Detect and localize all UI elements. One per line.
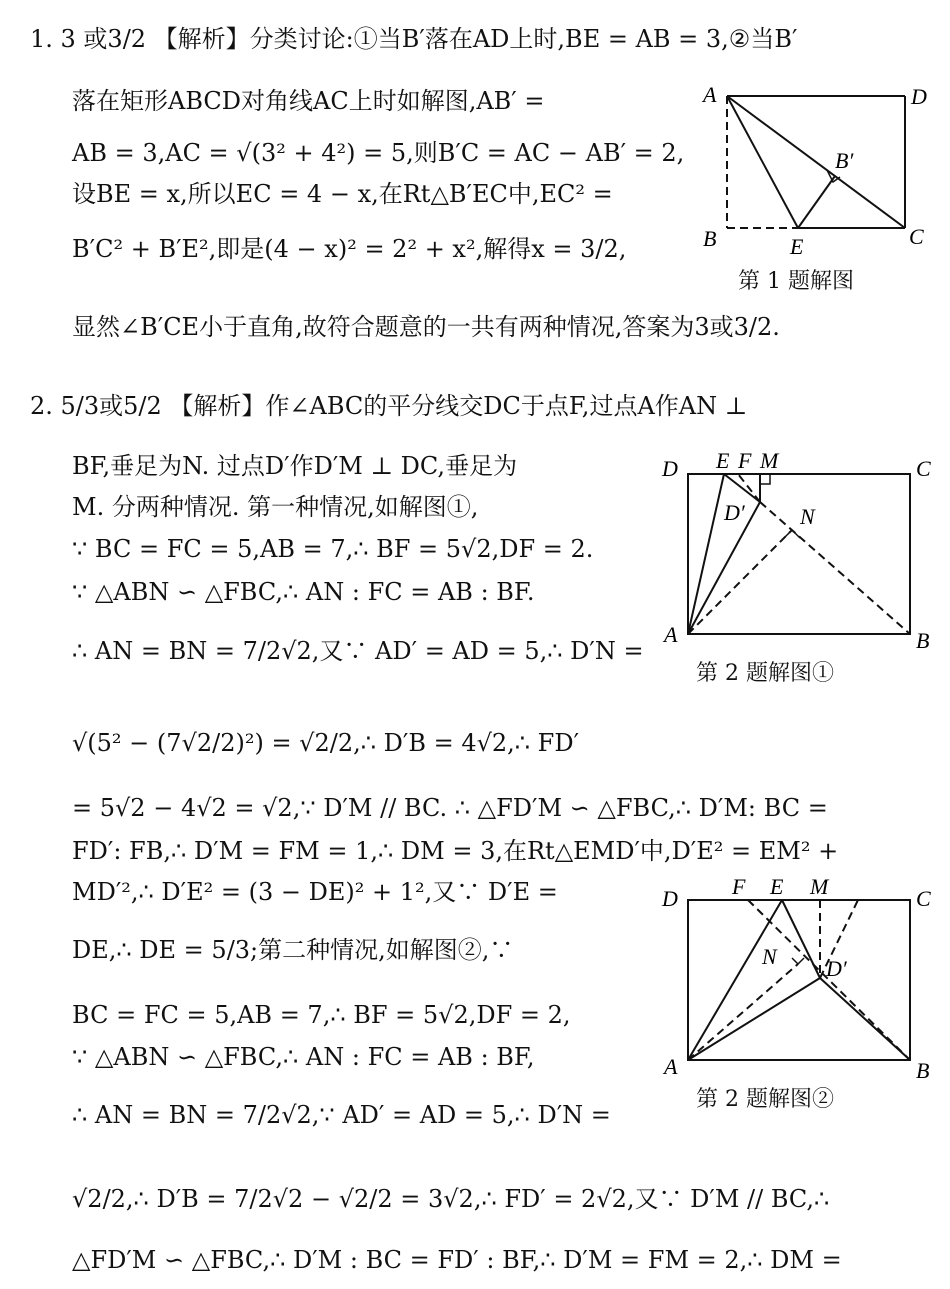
- figure-2-2: [660, 868, 945, 1083]
- line-17: DE,∴ DE = 5/3;第二种情况,如解图②,∵: [72, 936, 514, 964]
- line-10: ∵ BC = FC = 5,AB = 7,∴ BF = 5√2,DF = 2.: [72, 535, 594, 563]
- fig2-label-c: C: [916, 456, 931, 481]
- fig1-label-c: C: [909, 224, 924, 249]
- fig2-label-dprime: D′: [724, 500, 745, 525]
- figure-1: [695, 80, 940, 295]
- line-14: = 5√2 − 4√2 = √2,∵ D′M // BC. ∴ △FD′M ∽ △FBC,∴ D′M: BC =: [72, 794, 828, 822]
- fig3-caption: 第 2 题解图②: [696, 1087, 834, 1112]
- line-13: √(5² − (7√2/2)²) = √2/2,∴ D′B = 4√2,∴ FD′: [72, 729, 580, 757]
- line-4: 设BE = x,所以EC = 4 − x,在Rt△B′EC中,EC² =: [72, 180, 613, 208]
- line-3: AB = 3,AC = √(3² + 4²) = 5,则B′C = AC − AB′ = 2,: [72, 139, 685, 167]
- line-8: BF,垂足为N. 过点D′作D′M ⊥ DC,垂足为: [72, 452, 518, 480]
- fig1-label-e: E: [790, 234, 804, 259]
- fig2-label-m: M: [760, 448, 779, 473]
- line-11: ∵ △ABN ∽ △FBC,∴ AN : FC = AB : BF.: [72, 578, 535, 606]
- line-9: M. 分两种情况. 第一种情况,如解图①,: [72, 493, 479, 521]
- line-15: FD′: FB,∴ D′M = FM = 1,∴ DM = 3,在Rt△EMD′中,D′E² = EM² +: [72, 837, 839, 865]
- fig1-label-bprime: B′: [835, 148, 854, 173]
- fig3-label-dprime: D′: [826, 956, 847, 981]
- fig2-caption: 第 2 题解图①: [696, 661, 834, 686]
- line-19: ∵ △ABN ∽ △FBC,∴ AN : FC = AB : BF,: [72, 1043, 535, 1071]
- line-2: 落在矩形ABCD对角线AC上时如解图,AB′ =: [72, 87, 545, 115]
- fig2-label-a: A: [664, 622, 678, 647]
- figure-2-1: [660, 442, 945, 654]
- line-1: 1. 3 或3/2 【解析】分类讨论:①当B′落在AD上时,BE = AB = 3,②当B′: [30, 25, 798, 53]
- fig3-label-a: A: [664, 1054, 678, 1079]
- line-12: ∴ AN = BN = 7/2√2,又∵ AD′ = AD = 5,∴ D′N =: [72, 637, 644, 665]
- fig2-label-f: F: [738, 448, 752, 473]
- fig2-label-n: N: [800, 504, 815, 529]
- fig1-label-a: A: [703, 82, 717, 107]
- line-6: 显然∠B′CE小于直角,故符合题意的一共有两种情况,答案为3或3/2.: [72, 313, 780, 341]
- fig3-label-b: B: [916, 1058, 930, 1083]
- fig2-label-d: D: [662, 456, 678, 481]
- line-16: MD′²,∴ D′E² = (3 − DE)² + 1²,又∵ D′E =: [72, 878, 558, 906]
- fig3-label-c: C: [916, 886, 931, 911]
- fig3-label-f: F: [732, 874, 746, 899]
- fig2-label-b: B: [916, 628, 930, 653]
- line-7: 2. 5/3或5/2 【解析】作∠ABC的平分线交DC于点F,过点A作AN ⊥: [30, 392, 748, 420]
- line-20: ∴ AN = BN = 7/2√2,∵ AD′ = AD = 5,∴ D′N =: [72, 1101, 611, 1129]
- fig3-label-d: D: [662, 886, 678, 911]
- fig1-label-d: D: [911, 84, 927, 109]
- fig3-label-e: E: [770, 874, 784, 899]
- line-21: √2/2,∴ D′B = 7/2√2 − √2/2 = 3√2,∴ FD′ = 2√2,又∵ D′M // BC,∴: [72, 1185, 830, 1213]
- fig2-label-e: E: [716, 448, 730, 473]
- line-5: B′C² + B′E²,即是(4 − x)² = 2² + x²,解得x = 3/2,: [72, 235, 627, 263]
- fig3-label-m: M: [810, 874, 829, 899]
- line-22: △FD′M ∽ △FBC,∴ D′M : BC = FD′ : BF,∴ D′M = FM = 2,∴ DM =: [72, 1246, 842, 1274]
- fig3-label-n: N: [762, 944, 777, 969]
- fig1-caption: 第 1 题解图: [738, 269, 854, 294]
- line-18: BC = FC = 5,AB = 7,∴ BF = 5√2,DF = 2,: [72, 1001, 571, 1029]
- fig1-label-b: B: [703, 226, 717, 251]
